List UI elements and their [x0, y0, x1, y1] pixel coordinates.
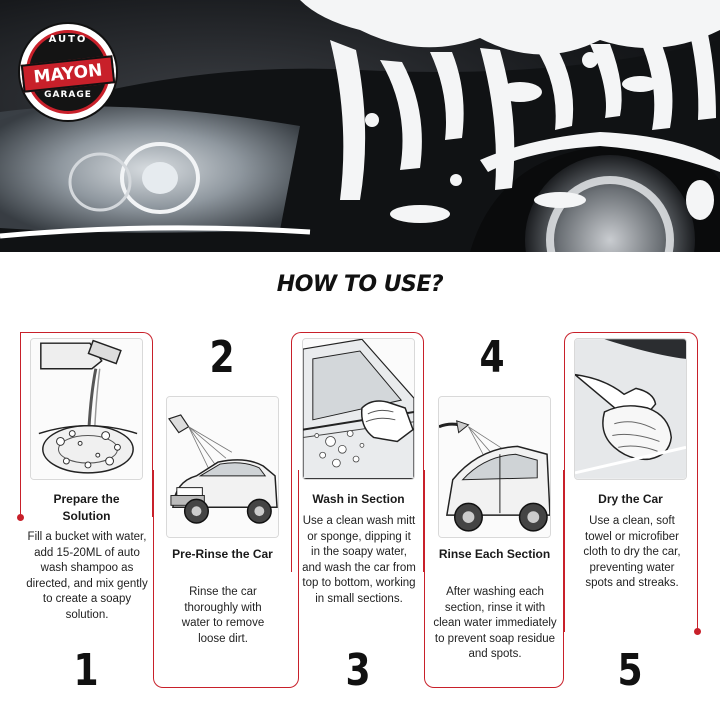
step-3-illustration: [302, 338, 415, 480]
step-1-marker: [17, 514, 24, 521]
step-4-number: 4: [479, 332, 505, 383]
step-4-illustration: [438, 396, 551, 538]
step-2-number: 2: [209, 332, 235, 383]
step-2-description: Rinse the car thoroughly with water to remove loose dirt.: [181, 586, 265, 645]
step-3-number: 3: [345, 645, 371, 696]
hero-banner: [0, 0, 720, 252]
logo-brand: MAYON: [21, 55, 115, 92]
logo-top-text: AUTO: [48, 34, 88, 45]
step-2-title: [166, 546, 279, 563]
towel-dry-illustration: [575, 339, 686, 479]
step-1-number: 1: [73, 645, 99, 696]
step-5-title: [574, 491, 687, 508]
logo-bottom-text: GARAGE: [44, 90, 92, 100]
step-1-title-text: Prepare the Solution: [53, 492, 120, 523]
step-5-marker: [694, 628, 701, 635]
car-spray-illustration: [167, 397, 278, 537]
section-heading: HOW TO USE?: [276, 272, 444, 297]
step-2-illustration: [166, 396, 279, 538]
step-3-title-text: Wash in Section: [312, 492, 405, 506]
step-1-title: [30, 491, 143, 525]
hose-rinse-illustration: [439, 397, 550, 537]
step-5-title-text: Dry the Car: [598, 492, 663, 506]
step-4-description: After washing each section, rinse it with clean water immediately to prevent soap residue and spots.: [433, 586, 557, 660]
step-5-number: 5: [617, 645, 643, 696]
bucket-pour-illustration: [31, 339, 142, 479]
mitt-wash-illustration: [303, 339, 414, 479]
step-2-title-text: Pre-Rinse the Car: [172, 547, 273, 561]
step-3-description: Use a clean wash mitt or sponge, dipping it in the soapy water, and wash the car from top to bottom, working in small sections.: [302, 515, 416, 605]
mayon-garage-logo: [20, 24, 116, 120]
step-1-illustration: [30, 338, 143, 480]
step-5-illustration: [574, 338, 687, 480]
step-5-description: Use a clean, soft towel or microfiber cloth to dry the car, preventing water spots and streaks.: [583, 515, 681, 589]
step-4-title-text: Rinse Each Section: [438, 547, 551, 561]
step-3-title: [302, 491, 415, 508]
step-1-description: Fill a bucket with water, add 15-20ML of auto wash shampoo as directed, and mix gently to create a soapy solution.: [26, 531, 148, 621]
step-4-title: [438, 546, 551, 563]
